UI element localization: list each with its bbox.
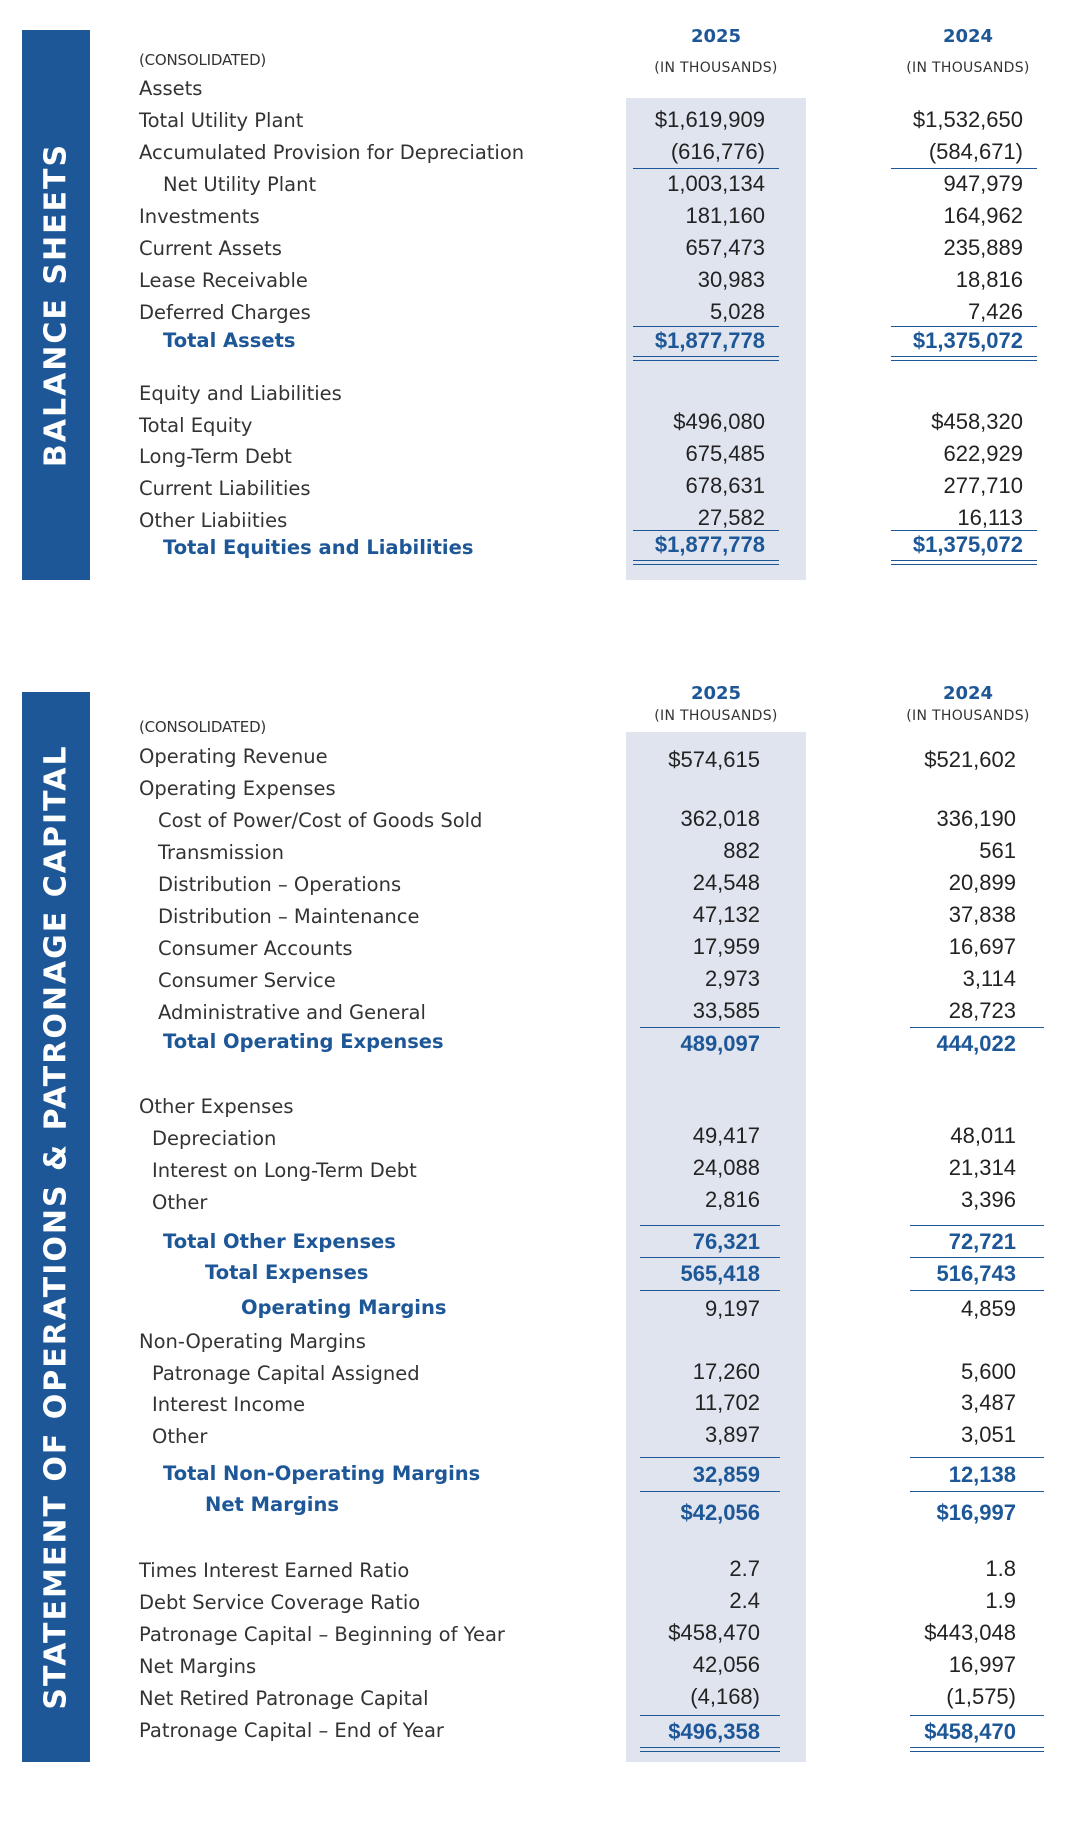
row-label: Net Utility Plant [163,173,317,196]
value-2025: 657,473 [685,235,765,260]
value-2024: 622,929 [943,441,1023,466]
value-2024: 18,816 [955,267,1023,292]
subtotal-rule [640,1715,780,1716]
total-expenses-2024: 516,743 [936,1261,1016,1286]
row-label: Investments [139,205,260,228]
balance-sheets-sidebar [22,30,90,580]
total-double-rule [891,356,1037,361]
row-label: Other [152,1191,208,1214]
value-2024: $443,048 [924,1620,1016,1645]
column-header-2025: 2025 [690,683,742,704]
subtotal-rule [910,1290,1044,1291]
consolidated-note: (CONSOLIDATED) [139,51,267,69]
value-2024: 16,113 [957,505,1023,530]
value-2024: 20,899 [948,870,1016,895]
operating-margins-2025: 9,197 [704,1296,760,1321]
row-label: Patronage Capital Assigned [152,1362,420,1385]
value-2025: 5,028 [709,299,765,324]
operations-sidebar [22,692,90,1762]
column-unit-2024: (IN THOUSANDS) [906,60,1030,76]
other-expenses-heading: Other Expenses [139,1095,294,1118]
value-2024: 37,838 [948,902,1016,927]
value-2025: 675,485 [685,441,765,466]
operating-margins-label: Operating Margins [241,1296,447,1319]
value-2024: (1,575) [946,1684,1016,1709]
row-label: Patronage Capital – Beginning of Year [139,1623,505,1646]
value-2024: 7,426 [967,299,1023,324]
row-label: Operating Revenue [139,745,328,768]
value-2024: $521,602 [924,747,1016,772]
subtotal-rule [891,530,1037,531]
patronage-capital-end-2024: $458,470 [924,1719,1016,1744]
total-other-expenses-2024: 72,721 [948,1229,1016,1254]
value-2025: 3,897 [704,1422,760,1447]
row-label: Total Utility Plant [139,109,304,132]
value-2025: $496,080 [673,409,765,434]
total-double-rule [633,560,779,565]
column-unit-2024: (IN THOUSANDS) [906,708,1030,724]
column-header-2024: 2024 [942,683,994,704]
value-2024: 1.8 [985,1556,1016,1581]
total-equities-liabilities-label: Total Equities and Liabilities [163,536,474,559]
subtotal-rule [910,1457,1044,1458]
value-2025: 882 [723,838,760,863]
column-unit-2025: (IN THOUSANDS) [654,708,778,724]
operating-margins-2024: 4,859 [960,1296,1016,1321]
row-label: Consumer Accounts [158,937,353,960]
row-label: Long-Term Debt [139,445,292,468]
value-2024: 3,396 [960,1187,1016,1212]
value-2025: 49,417 [692,1123,760,1148]
value-2025: 2.7 [729,1556,760,1581]
value-2025: $458,470 [668,1620,760,1645]
value-2025: $574,615 [668,747,760,772]
subtotal-rule [910,1225,1044,1226]
row-label: Distribution – Operations [158,873,402,896]
row-label: Depreciation [152,1127,277,1150]
row-label: Consumer Service [158,969,336,992]
total-double-rule [640,1747,780,1752]
value-2025: 2,816 [704,1187,760,1212]
value-2024: 336,190 [936,806,1016,831]
value-2024: 5,600 [960,1359,1016,1384]
value-2025: 47,132 [692,902,760,927]
value-2024: 3,487 [960,1390,1016,1415]
subtotal-rule [640,1027,780,1028]
value-2025: 1,003,134 [667,171,765,196]
value-2025: 17,959 [692,934,760,959]
value-2024: 164,962 [943,203,1023,228]
value-2025: 11,702 [694,1390,760,1415]
column-unit-2025: (IN THOUSANDS) [654,60,778,76]
total-non-operating-margins-2025: 32,859 [692,1462,760,1487]
row-label: Times Interest Earned Ratio [139,1559,410,1582]
value-2024: 561 [979,838,1016,863]
row-label: Net Retired Patronage Capital [139,1687,429,1710]
operations-title: STATEMENT OF OPERATIONS & PATRONAGE CAPITAL [38,744,74,1710]
value-2024: $458,320 [931,409,1023,434]
row-label: Net Margins [139,1655,257,1678]
value-2025: 30,983 [697,267,765,292]
row-label: Total Equity [139,414,253,437]
subtotal-rule [891,168,1037,169]
value-2025: 33,585 [692,998,760,1023]
value-2025: (616,776) [670,139,765,164]
value-2024: 16,697 [948,934,1016,959]
value-2025: 27,582 [697,505,765,530]
total-double-rule [633,356,779,361]
value-2024: $1,532,650 [912,107,1023,132]
row-label: Patronage Capital – End of Year [139,1719,444,1742]
value-2025: $1,619,909 [654,107,765,132]
value-2024: 28,723 [948,998,1016,1023]
total-double-rule [910,1747,1044,1752]
row-label: Cost of Power/Cost of Goods Sold [158,809,483,832]
total-non-operating-margins-2024: 12,138 [948,1462,1016,1487]
subtotal-rule [633,168,779,169]
value-2024: 21,314 [948,1155,1016,1180]
row-label: Distribution – Maintenance [158,905,420,928]
row-label: Interest Income [152,1393,306,1416]
row-label: Current Assets [139,237,282,260]
value-2024: 277,710 [943,473,1023,498]
subtotal-rule [640,1257,780,1258]
value-2025: 362,018 [680,806,760,831]
equity-liabilities-heading: Equity and Liabilities [139,382,342,405]
total-operating-expenses-label: Total Operating Expenses [163,1030,444,1053]
total-assets-2024: $1,375,072 [912,328,1023,353]
subtotal-rule [891,326,1037,327]
column-header-2024: 2024 [942,26,994,47]
subtotal-rule [910,1491,1044,1492]
consolidated-note: (CONSOLIDATED) [139,718,267,736]
row-label: Lease Receivable [139,269,308,292]
total-assets-label: Total Assets [163,329,296,352]
subtotal-rule [910,1027,1044,1028]
operating-expenses-heading: Operating Expenses [139,777,336,800]
value-2025: 17,260 [692,1359,760,1384]
value-2024: (584,671) [928,139,1023,164]
subtotal-rule [910,1715,1044,1716]
value-2024: 235,889 [943,235,1023,260]
value-2024: 48,011 [950,1123,1016,1148]
row-label: Interest on Long-Term Debt [152,1159,417,1182]
subtotal-rule [633,326,779,327]
subtotal-rule [633,530,779,531]
row-label: Accumulated Provision for Depreciation [139,141,525,164]
value-2025: 181,160 [685,203,765,228]
value-2025: 24,088 [692,1155,760,1180]
net-margins-2024: $16,997 [936,1500,1016,1525]
patronage-capital-end-2025: $496,358 [668,1719,760,1744]
value-2025: 2,973 [704,966,760,991]
total-double-rule [891,560,1037,565]
subtotal-rule [640,1290,780,1291]
subtotal-rule [640,1457,780,1458]
total-expenses-label: Total Expenses [205,1261,369,1284]
non-operating-margins-heading: Non-Operating Margins [139,1330,366,1353]
column-header-2025: 2025 [690,26,742,47]
value-2025: (4,168) [690,1684,760,1709]
total-non-operating-margins-label: Total Non-Operating Margins [163,1462,481,1485]
value-2024: 1.9 [985,1588,1016,1613]
value-2025: 24,548 [692,870,760,895]
total-assets-2025: $1,877,778 [654,328,765,353]
row-label: Debt Service Coverage Ratio [139,1591,421,1614]
row-label: Current Liabilities [139,477,311,500]
value-2024: 3,051 [960,1422,1016,1447]
value-2024: 947,979 [943,171,1023,196]
value-2024: 16,997 [948,1652,1016,1677]
subtotal-rule [640,1491,780,1492]
value-2025: 678,631 [685,473,765,498]
total-expenses-2025: 565,418 [680,1261,760,1286]
row-label: Other Liabiities [139,509,288,532]
value-2025: 2.4 [729,1588,760,1613]
net-margins-2025: $42,056 [680,1500,760,1525]
row-label: Administrative and General [158,1001,426,1024]
total-other-expenses-2025: 76,321 [692,1229,760,1254]
subtotal-rule [640,1225,780,1226]
balance-sheets-title: BALANCE SHEETS [38,142,74,468]
assets-heading: Assets [139,77,203,100]
total-equities-liabilities-2025: $1,877,778 [654,532,765,557]
net-margins-label: Net Margins [205,1493,339,1516]
value-2024: 3,114 [962,966,1016,991]
row-label: Other [152,1425,208,1448]
value-2025: 42,056 [692,1652,760,1677]
total-operating-expenses-2025: 489,097 [680,1031,760,1056]
row-label: Transmission [158,841,284,864]
row-label: Deferred Charges [139,301,311,324]
subtotal-rule [910,1257,1044,1258]
total-equities-liabilities-2024: $1,375,072 [912,532,1023,557]
total-other-expenses-label: Total Other Expenses [163,1230,396,1253]
total-operating-expenses-2024: 444,022 [936,1031,1016,1056]
